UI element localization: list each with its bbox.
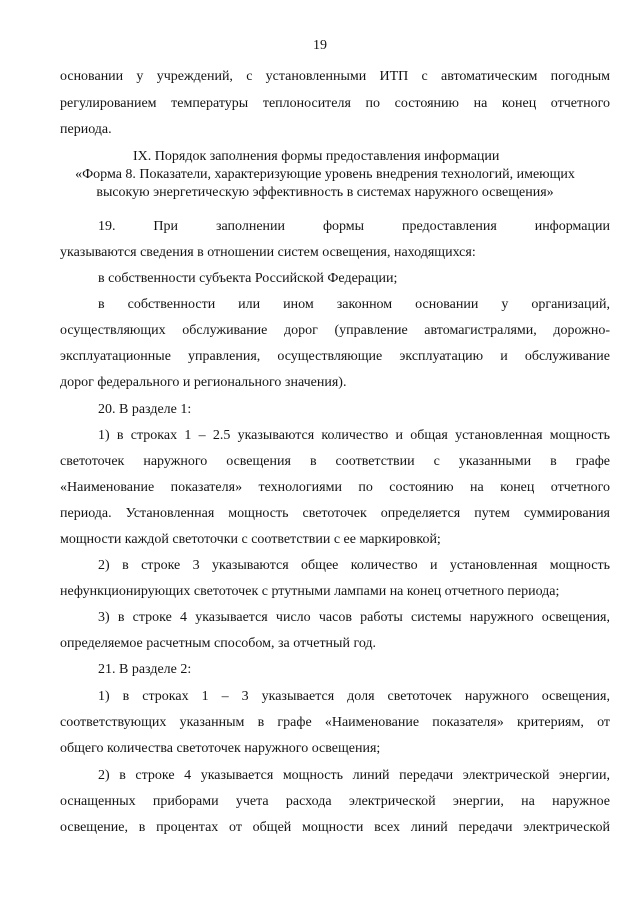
- paragraph-line: основании у учреждений, с установленными ИТП с автоматическим погодным: [60, 69, 610, 84]
- paragraph-line: периода. Установленная мощность светоточек определяется путем суммирования: [60, 506, 610, 521]
- paragraph-line: в собственности субъекта Российской Федерации;: [98, 271, 398, 286]
- paragraph-line: 1) в строках 1 – 2.5 указываются количество и общая установленная мощность: [98, 428, 610, 443]
- section-heading: «Форма 8. Показатели, характеризующие уровень внедрения технологий, имеющих: [75, 167, 575, 182]
- paragraph-line: общего количества светоточек наружного освещения;: [60, 741, 381, 756]
- paragraph-line: определяемое расчетным способом, за отчетный год.: [60, 636, 377, 651]
- section-heading: высокую энергетическую эффективность в системах наружного освещения»: [96, 185, 554, 200]
- paragraph-line: 2) в строке 3 указываются общее количество и установленная мощность: [98, 558, 610, 573]
- page-number: 19: [313, 38, 327, 53]
- paragraph-line: 19. При заполнении формы предоставления информации: [98, 219, 610, 234]
- paragraph-line: осуществляющих обслуживание дорог (управление автомагистралями, дорожно-: [60, 323, 610, 338]
- paragraph-line: светоточек наружного освещения в соответствии с указанными в графе: [60, 454, 610, 469]
- paragraph-line: соответствующих указанным в графе «Наименование показателя» критериям, от: [60, 715, 610, 730]
- section-heading: IX. Порядок заполнения формы предоставления информации: [133, 149, 500, 164]
- paragraph-line: эксплуатационные управления, осуществляющие эксплуатацию и обслуживание: [60, 349, 610, 364]
- paragraph-line: оснащенных приборами учета расхода электрической энергии, на наружное: [60, 794, 610, 809]
- paragraph-line: 1) в строках 1 – 3 указывается доля светоточек наружного освещения,: [98, 689, 610, 704]
- paragraph-line: нефункционирующих светоточек с ртутными лампами на конец отчетного периода;: [60, 584, 560, 599]
- paragraph-line: мощности каждой светоточки с соответствии с ее маркировкой;: [60, 532, 441, 547]
- paragraph-line: 3) в строке 4 указывается число часов работы системы наружного освещения,: [98, 610, 610, 625]
- paragraph-line: 21. В разделе 2:: [98, 662, 192, 677]
- paragraph-line: периода.: [60, 122, 112, 137]
- paragraph-line: 2) в строке 4 указывается мощность линий передачи электрической энергии,: [98, 768, 610, 783]
- paragraph-line: регулированием температуры теплоносителя по состоянию на конец отчетного: [60, 96, 610, 111]
- paragraph-line: освещение, в процентах от общей мощности всех линий передачи электрической: [60, 820, 610, 835]
- paragraph-line: «Наименование показателя» технологиями по состоянию на конец отчетного: [60, 480, 610, 495]
- paragraph-line: 20. В разделе 1:: [98, 402, 192, 417]
- paragraph-line: указываются сведения в отношении систем освещения, находящихся:: [60, 245, 476, 260]
- paragraph-line: в собственности или ином законном основании у организаций,: [98, 297, 610, 312]
- paragraph-line: дорог федерального и регионального значения).: [60, 375, 347, 390]
